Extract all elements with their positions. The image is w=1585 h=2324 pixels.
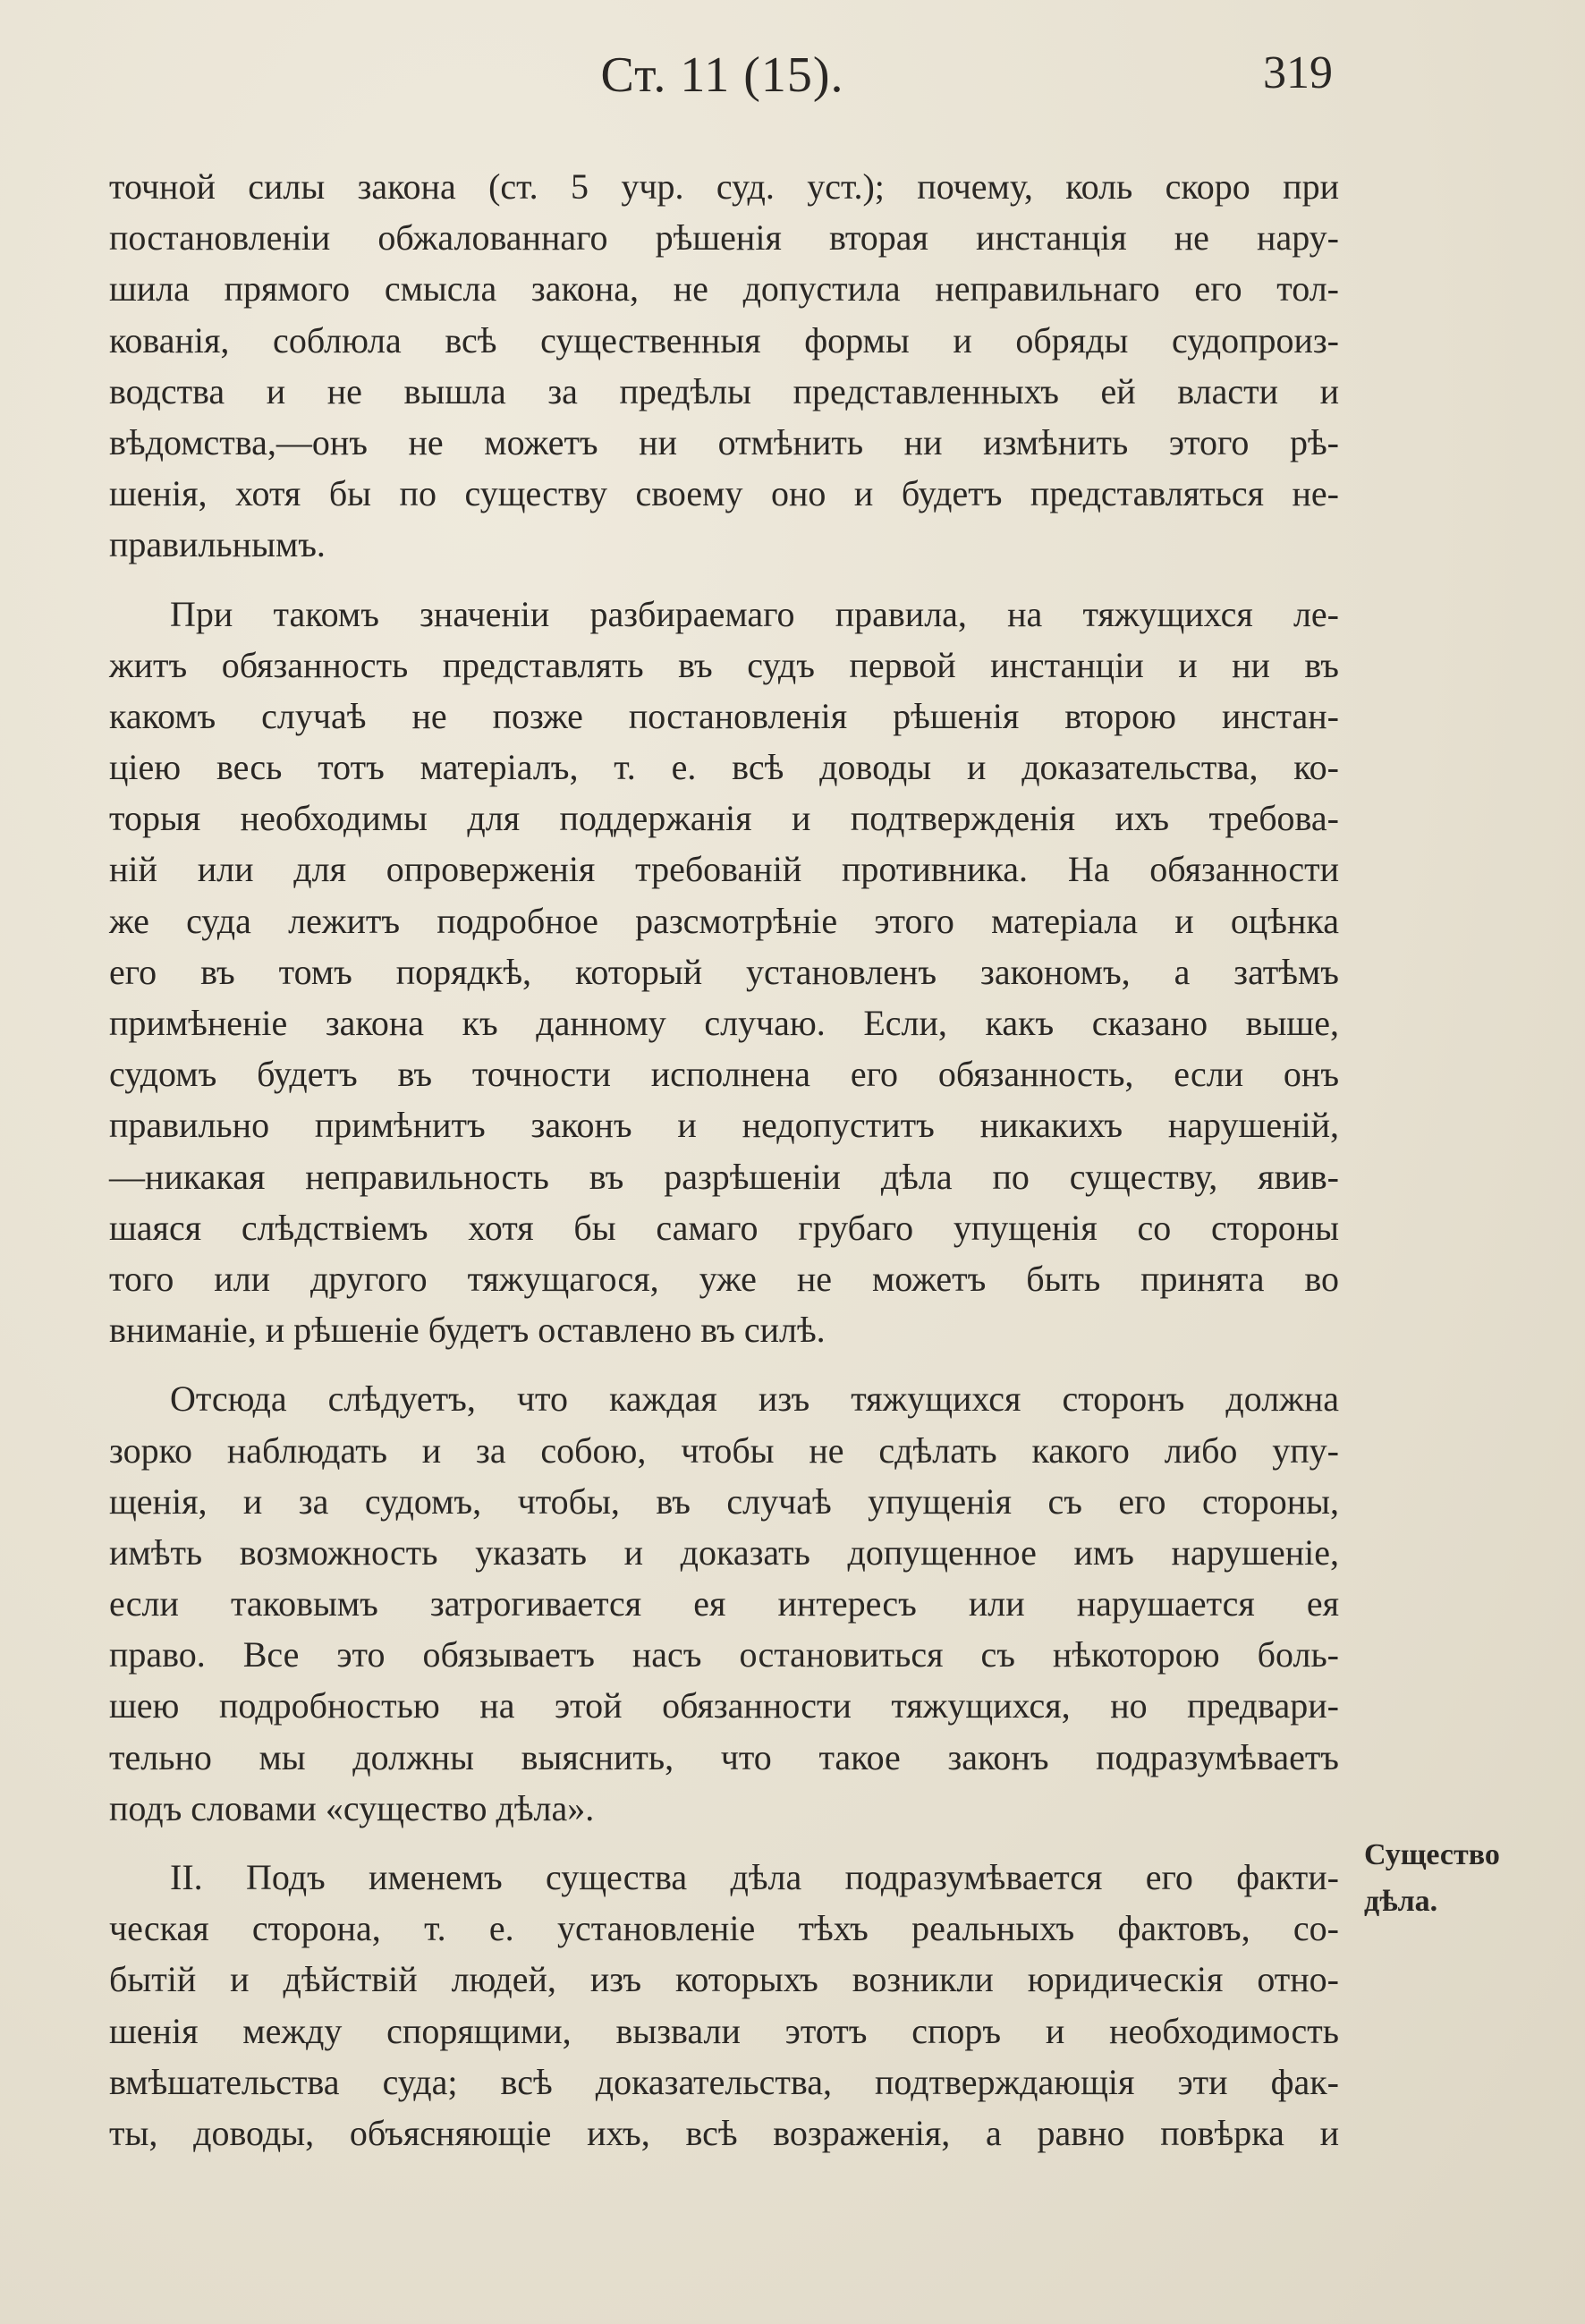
text-line: торыя необходимы для поддержанія и подтвержденія ихъ требова-: [109, 798, 1339, 839]
text-line: житъ обязанность представлять въ судъ первой инстанціи и ни въ: [109, 644, 1339, 685]
text-line: шею подробностью на этой обязанности тяжущихся, но предвари-: [109, 1685, 1339, 1726]
text-line: шила прямого смысла закона, не допустила неправильнаго его тол-: [109, 268, 1339, 310]
margin-note-line-2: дѣла.: [1364, 1885, 1438, 1918]
text-line: щенія, и за судомъ, чтобы, въ случаѣ упущенія съ его стороны,: [109, 1480, 1339, 1522]
paragraph-4: [109, 1852, 1339, 2159]
margin-note-line-1: Существо: [1364, 1838, 1500, 1871]
text-line: подъ словами «существо дѣла».: [109, 1787, 595, 1828]
text-line: шенія между спорящими, вызвали этотъ споръ и необходимость: [109, 2010, 1339, 2051]
text-line: имѣть возможность указать и доказать допущенное имъ нарушеніе,: [109, 1531, 1339, 1573]
text-line: постановленіи обжалованнаго рѣшенія вторая инстанція не нару-: [109, 217, 1339, 259]
text-line: кованія, соблюла всѣ существенныя формы и обряды судопроиз-: [109, 319, 1339, 360]
text-line: зорко наблюдать и за собою, чтобы не сдѣлать какого либо упу-: [109, 1429, 1339, 1471]
margin-note: [1364, 1832, 1534, 1925]
text-line: точной силы закона (ст. 5 учр. суд. уст.); почему, коль скоро при: [109, 166, 1339, 207]
text-line: судомъ будетъ въ точности исполнена его обязанность, если онъ: [109, 1054, 1339, 1095]
text-line: II. Подъ именемъ существа дѣла подразумѣвается его факти-: [170, 1857, 1339, 1897]
text-line: ческая сторона, т. е. установленіе тѣхъ реальныхъ фактовъ, со-: [109, 1908, 1339, 1949]
text-line: если таковымъ затрогивается ея интересъ или нарушается ея: [109, 1583, 1339, 1624]
text-line: его въ томъ порядкѣ, который установленъ закономъ, а затѣмъ: [109, 951, 1339, 992]
text-line: правильнымъ.: [109, 524, 326, 565]
body-text: [109, 161, 1339, 2159]
text-line: вмѣшательства суда; всѣ доказательства, подтверждающія эти фак-: [109, 2061, 1339, 2102]
text-line: правильно примѣнитъ законъ и недопуститъ никакихъ нарушеній,: [109, 1105, 1339, 1146]
paragraph-2: [109, 589, 1339, 1356]
page-number: 319: [1263, 47, 1333, 98]
text-line: ній или для опроверженія требованій противника. На обязанности: [109, 849, 1339, 890]
text-line: вѣдомства,—онъ не можетъ ни отмѣнить ни измѣнить этого рѣ-: [109, 421, 1339, 462]
text-line: какомъ случаѣ не позже постановленія рѣшенія второю инстан-: [109, 695, 1339, 736]
text-line: При такомъ значеніи разбираемаго правила, на тяжущихся ле-: [170, 593, 1339, 634]
paragraph-1: [109, 161, 1339, 571]
text-line: Отсюда слѣдуетъ, что каждая изъ тяжущихся сторонъ должна: [170, 1378, 1339, 1420]
text-line: шенія, хотя бы по существу своему оно и будетъ представляться не-: [109, 473, 1339, 514]
text-line: же суда лежитъ подробное разсмотрѣніе этого матеріала и оцѣнка: [109, 900, 1339, 941]
text-line: водства и не вышла за предѣлы представленныхъ ей власти и: [109, 370, 1339, 411]
text-line: ты, доводы, объясняющіе ихъ, всѣ возраженія, а равно повѣрка и: [109, 2112, 1339, 2153]
text-line: примѣненіе закона къ данному случаю. Если, какъ сказано выше,: [109, 1003, 1339, 1043]
text-line: ціею весь тотъ матеріалъ, т. е. всѣ доводы и доказательства, ко-: [109, 747, 1339, 788]
text-line: тельно мы должны выяснить, что такое законъ подразумѣваетъ: [109, 1736, 1339, 1777]
text-line: шаяся слѣдствіемъ хотя бы самаго грубаго упущенія со стороны: [109, 1207, 1339, 1248]
text-line: вниманіе, и рѣшеніе будетъ оставлено въ силѣ.: [109, 1310, 826, 1351]
text-line: того или другого тяжущагося, уже не можетъ быть принята во: [109, 1258, 1339, 1299]
text-line: право. Все это обязываетъ насъ остановиться съ нѣкоторою боль-: [109, 1634, 1339, 1675]
paragraph-3: [109, 1373, 1339, 1834]
text-line: бытій и дѣйствій людей, изъ которыхъ возникли юридическія отно-: [109, 1959, 1339, 2000]
running-head: Ст. 11 (15).: [600, 47, 844, 103]
text-line: —никакая неправильность въ разрѣшеніи дѣла по существу, явив-: [109, 1156, 1339, 1197]
